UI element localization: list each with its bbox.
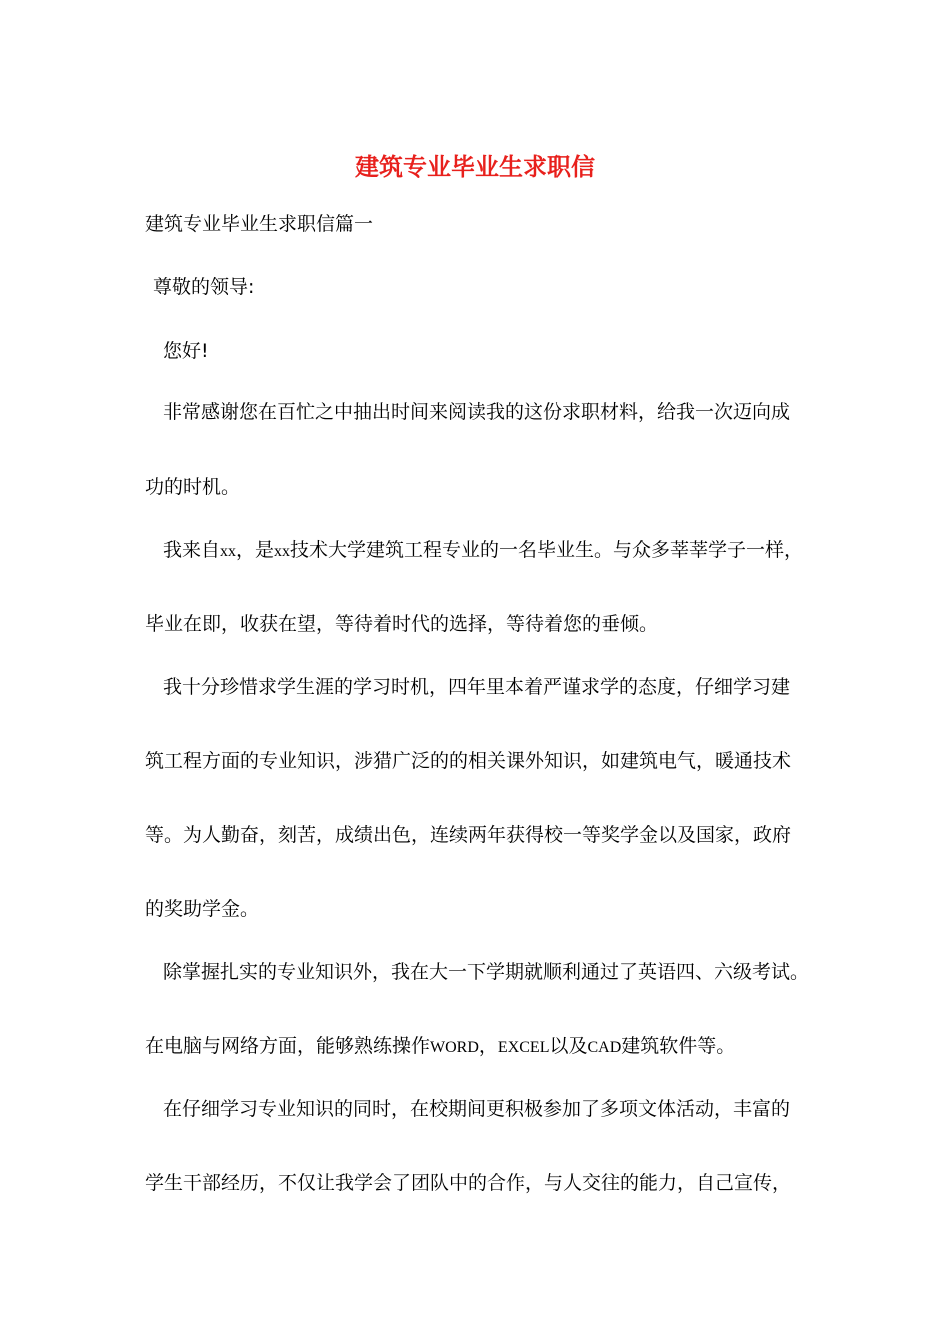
paragraph-5-line-2: 学生干部经历，不仅让我学会了团队中的合作，与人交往的能力，自己宣传， <box>145 1172 792 1194</box>
text-segment: xx <box>274 543 291 560</box>
text-segment: 以及 <box>549 1035 588 1057</box>
paragraph-1-line-1: 非常感谢您在百忙之中抽出时间来阅读我的这份求职材料，给我一次迈向成 <box>163 401 791 423</box>
paragraph-3-line-4: 的奖助学金。 <box>145 898 260 920</box>
paragraph-4-line-2 <box>145 1032 735 1062</box>
paragraph-1-line-2: 功的时机。 <box>145 476 241 498</box>
text-segment: ， <box>478 1035 498 1057</box>
text-segment: 建筑软件等。 <box>621 1035 736 1057</box>
text-segment: WORD <box>430 1039 479 1056</box>
salutation: 尊敬的领导: <box>153 276 255 298</box>
section-heading: 建筑专业毕业生求职信篇一 <box>145 213 374 235</box>
paragraph-3-line-2: 筑工程方面的专业知识，涉猎广泛的的相关课外知识，如建筑电气，暖通技术 <box>145 750 792 772</box>
paragraph-4-line-1: 除掌握扎实的专业知识外，我在大一下学期就顺利通过了英语四、六级考试。 <box>163 961 810 983</box>
text-segment: 技术大学建筑工程专业的一名毕业生。与众多莘莘学子一样， <box>290 539 804 561</box>
text-segment: 在电脑与网络方面，能够熟练操作 <box>145 1035 431 1057</box>
paragraph-2-line-2: 毕业在即，收获在望，等待着时代的选择，等待着您的垂倾。 <box>145 613 659 635</box>
text-segment: xx <box>220 543 237 560</box>
document-title: 建筑专业毕业生求职信 <box>355 152 595 181</box>
paragraph-2-line-1 <box>163 536 803 566</box>
text-segment: CAD <box>587 1039 622 1056</box>
paragraph-5-line-1: 在仔细学习专业知识的同时，在校期间更积极参加了多项文体活动，丰富的 <box>163 1098 791 1120</box>
greeting: 您好! <box>163 340 209 362</box>
text-segment: ，是 <box>236 539 275 561</box>
text-segment: 我来自 <box>163 539 221 561</box>
paragraph-3-line-1: 我十分珍惜求学生涯的学习时机，四年里本着严谨求学的态度，仔细学习建 <box>163 676 791 698</box>
paragraph-3-line-3: 等。为人勤奋，刻苦，成绩出色，连续两年获得校一等奖学金以及国家，政府 <box>145 824 792 846</box>
text-segment: EXCEL <box>497 1039 550 1056</box>
